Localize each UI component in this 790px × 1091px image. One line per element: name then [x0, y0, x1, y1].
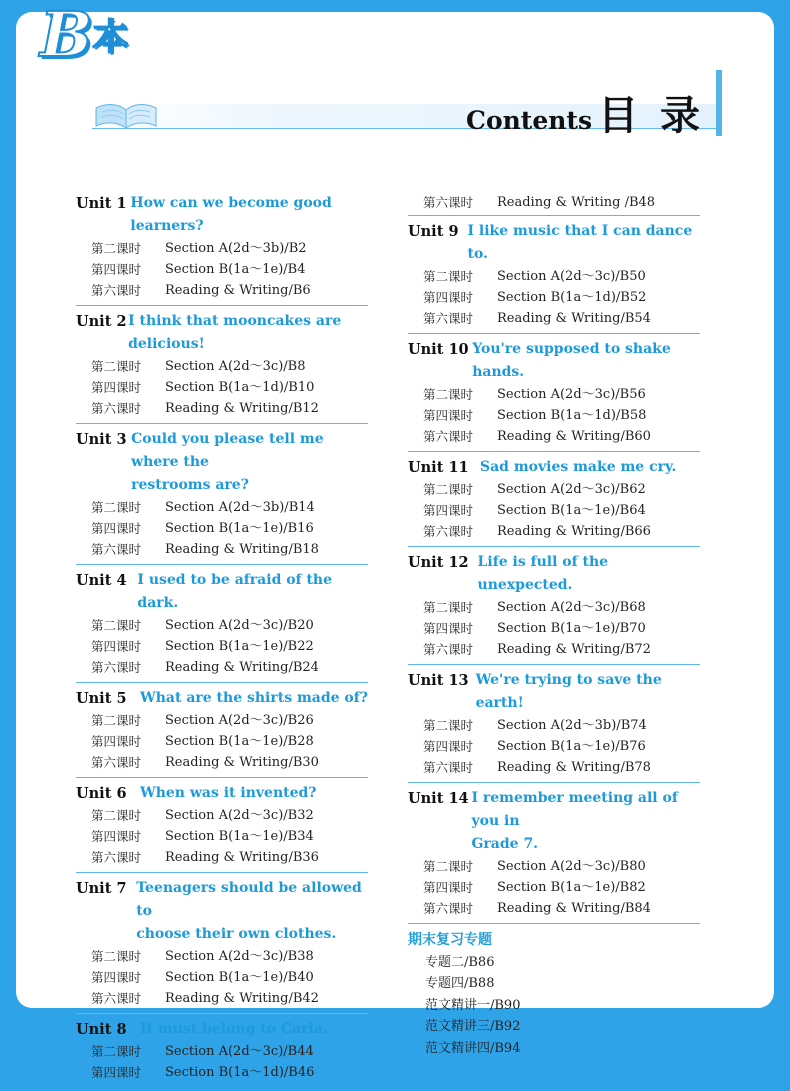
lesson-name: 第四课时: [91, 521, 142, 536]
lesson-row[interactable]: [408, 715, 700, 736]
lesson-section: Section A(2d～3c)/B50: [497, 269, 646, 284]
lesson-section: Section B(1a～1e)/B64: [497, 503, 646, 518]
lesson-name: 第四课时: [423, 408, 474, 423]
lesson-row[interactable]: [408, 898, 700, 919]
unit-heading[interactable]: [76, 428, 368, 497]
lesson-name: 第二课时: [423, 859, 474, 874]
lesson-section: Section A(2d～3c)/B8: [165, 359, 306, 374]
lesson-row[interactable]: [76, 518, 368, 539]
lesson-row[interactable]: [76, 636, 368, 657]
unit-heading[interactable]: [76, 687, 368, 710]
unit-heading[interactable]: [76, 1018, 368, 1041]
lesson-section: Reading & Writing/B24: [165, 660, 319, 675]
lesson-name: 第二课时: [423, 269, 474, 284]
review-item[interactable]: 范文精讲四/B94: [425, 1040, 521, 1056]
lesson-row[interactable]: [408, 479, 700, 500]
unit-title-line: I remember meeting all of you in: [471, 790, 678, 829]
unit-title-line: What are the shirts made of?: [140, 690, 368, 706]
unit-title-line: I like music that I can dance to.: [467, 223, 693, 262]
unit-heading[interactable]: [408, 338, 700, 384]
lesson-row[interactable]: [76, 826, 368, 847]
lesson-name: 第六课时: [91, 542, 142, 557]
unit-number: Unit 8: [76, 1021, 127, 1038]
lesson-row[interactable]: [76, 657, 368, 678]
unit-title: [136, 877, 368, 946]
unit-title-line: I used to be afraid of the dark.: [137, 572, 333, 611]
unit-entry: [76, 1018, 368, 1087]
unit-heading[interactable]: [408, 551, 700, 597]
unit-title: [131, 428, 368, 497]
unit-title: [140, 687, 368, 710]
unit-title: [476, 669, 700, 715]
lesson-row[interactable]: [408, 426, 700, 447]
lesson-section: Reading & Writing/B30: [165, 755, 319, 770]
lesson-section: Section A(2d～3c)/B56: [497, 387, 646, 402]
lesson-section: Section B(1a～1e)/B4: [165, 262, 306, 277]
lesson-row[interactable]: [408, 405, 700, 426]
lesson-name: 第二课时: [423, 482, 474, 497]
lesson-name: 第六课时: [91, 991, 142, 1006]
lesson-row[interactable]: [76, 356, 368, 377]
unit-title: [471, 787, 700, 856]
unit-heading[interactable]: [408, 220, 700, 266]
toc-left-column: [76, 192, 368, 1091]
unit-title-line: Life is full of the unexpected.: [477, 554, 609, 593]
unit-heading[interactable]: [76, 569, 368, 615]
lesson-row[interactable]: [76, 615, 368, 636]
lesson-name: 第二课时: [423, 718, 474, 733]
lesson-section: Reading & Writing/B42: [165, 991, 319, 1006]
lesson-section: Section A(2d～3c)/B38: [165, 949, 314, 964]
lesson-row[interactable]: [76, 967, 368, 988]
badge-letter: B: [40, 0, 91, 71]
unit-number: Unit 14: [408, 790, 469, 807]
unit-title: [140, 1018, 328, 1041]
lesson-row[interactable]: [76, 710, 368, 731]
lesson-row[interactable]: [76, 946, 368, 967]
unit-entry: [408, 456, 700, 547]
review-title: 期末复习专题: [408, 932, 492, 948]
lesson-row[interactable]: [76, 259, 368, 280]
lesson-section: Reading & Writing/B12: [165, 401, 319, 416]
unit-entry: [76, 569, 368, 683]
lesson-row[interactable]: [76, 731, 368, 752]
lesson-name: 第二课时: [423, 387, 474, 402]
lesson-row[interactable]: [408, 736, 700, 757]
unit-number: Unit 6: [76, 785, 127, 802]
unit-entry: [408, 551, 700, 665]
unit-number: Unit 13: [408, 672, 469, 689]
unit-entry: [408, 787, 700, 924]
lesson-name: 第六课时: [423, 429, 474, 444]
lesson-section: Reading & Writing/B54: [497, 311, 651, 326]
toc-page: [16, 12, 774, 1080]
lesson-row[interactable]: [76, 238, 368, 259]
unit-entry: [76, 428, 368, 565]
lesson-name: 第四课时: [423, 880, 474, 895]
unit-title-line: When was it invented?: [140, 785, 317, 801]
unit-title-line: restrooms are?: [131, 477, 249, 493]
open-book-icon: [94, 100, 158, 130]
lesson-name: 第四课时: [91, 970, 142, 985]
unit-heading[interactable]: [76, 782, 368, 805]
lesson-name: 第四课时: [91, 829, 142, 844]
lesson-row[interactable]: [76, 1062, 368, 1083]
lesson-name: 第二课时: [91, 949, 142, 964]
lesson-name: 第六课时: [91, 660, 142, 675]
lesson-section: Section B(1a～1e)/B34: [165, 829, 314, 844]
unit-entry: [76, 687, 368, 778]
lesson-name: 第六课时: [91, 850, 142, 865]
lesson-row[interactable]: [76, 805, 368, 826]
unit-title: [128, 310, 368, 356]
lesson-section: Reading & Writing/B72: [497, 642, 651, 657]
contents-title-en: Contents: [466, 106, 593, 135]
lesson-section: Reading & Writing/B6: [165, 283, 311, 298]
unit-title-line: I think that mooncakes are delicious!: [128, 313, 342, 352]
unit-number: Unit 12: [408, 554, 469, 571]
unit-heading[interactable]: [408, 456, 700, 479]
unit-heading[interactable]: [76, 877, 368, 946]
lesson-name: 第六课时: [91, 283, 142, 298]
lesson-name: 第四课时: [423, 503, 474, 518]
contents-title-cn: 目 录: [598, 93, 704, 139]
lesson-row[interactable]: [408, 521, 700, 542]
lesson-row[interactable]: [76, 752, 368, 773]
lesson-name: 第六课时: [91, 401, 142, 416]
unit-heading[interactable]: [76, 192, 368, 238]
unit-number: Unit 2: [76, 313, 127, 330]
lesson-row[interactable]: [408, 192, 700, 213]
lesson-row[interactable]: [408, 856, 700, 877]
lesson-section: Section A(2d～3c)/B44: [165, 1044, 314, 1059]
unit-title-line: You're supposed to shake hands.: [472, 341, 671, 380]
toc-right-column: [408, 192, 700, 1059]
unit-number: Unit 3: [76, 431, 127, 448]
lesson-name: 第六课时: [423, 901, 474, 916]
lesson-name: 第六课时: [423, 311, 474, 326]
lesson-name: 第六课时: [423, 642, 474, 657]
contents-header: [92, 70, 722, 139]
lesson-row[interactable]: [76, 497, 368, 518]
unit-title: [137, 569, 368, 615]
unit-title: [130, 192, 368, 238]
lesson-section: Section B(1a～1e)/B40: [165, 970, 314, 985]
lesson-name: 第二课时: [91, 359, 142, 374]
lesson-name: 第六课时: [423, 195, 474, 210]
review-item[interactable]: 范文精讲一/B90: [425, 997, 521, 1013]
unit-title: [478, 551, 700, 597]
unit-number: Unit 9: [408, 223, 459, 240]
lesson-row[interactable]: [408, 287, 700, 308]
lesson-row[interactable]: [408, 266, 700, 287]
unit-title-line: Teenagers should be allowed to: [136, 880, 362, 919]
lesson-row[interactable]: [76, 988, 368, 1009]
lesson-section: Section B(1a～1e)/B76: [497, 739, 646, 754]
book-b-badge: [40, 0, 129, 71]
lesson-row[interactable]: [408, 384, 700, 405]
lesson-section: Section A(2d～3c)/B32: [165, 808, 314, 823]
lesson-section: Reading & Writing/B18: [165, 542, 319, 557]
review-item[interactable]: 专题四/B88: [425, 976, 495, 992]
unit-title: [140, 782, 316, 805]
unit-entry: [408, 220, 700, 334]
unit-8-continued: [408, 192, 700, 216]
lesson-row[interactable]: [408, 639, 700, 660]
lesson-name: 第四课时: [423, 621, 474, 636]
unit-title-line: Could you please tell me where the: [131, 431, 324, 470]
lesson-row[interactable]: [408, 757, 700, 778]
lesson-row[interactable]: [76, 280, 368, 301]
lesson-section: Reading & Writing/B78: [497, 760, 651, 775]
unit-title-line: choose their own clothes.: [136, 926, 337, 942]
lesson-name: 第二课时: [423, 600, 474, 615]
unit-title: [468, 220, 701, 266]
unit-number: Unit 4: [76, 572, 127, 589]
lesson-name: 第二课时: [91, 618, 142, 633]
lesson-section: Section B(1a～1d)/B58: [497, 408, 647, 423]
lesson-name: 第四课时: [423, 290, 474, 305]
lesson-name: 第四课时: [91, 262, 142, 277]
lesson-section: Reading & Writing/B36: [165, 850, 319, 865]
review-item[interactable]: 专题二/B86: [425, 955, 495, 970]
lesson-section: Reading & Writing/B66: [497, 524, 651, 539]
lesson-row[interactable]: [408, 500, 700, 521]
lesson-name: 第六课时: [423, 760, 474, 775]
lesson-name: 第二课时: [91, 713, 142, 728]
unit-title-line: Grade 7.: [471, 836, 539, 852]
unit-heading[interactable]: [408, 669, 700, 715]
lesson-name: 第六课时: [423, 524, 474, 539]
lesson-section: Section A(2d～3c)/B20: [165, 618, 314, 633]
lesson-section: Reading & Writing/B60: [497, 429, 651, 444]
lesson-row[interactable]: [408, 597, 700, 618]
unit-title: [472, 338, 700, 384]
lesson-row[interactable]: [408, 618, 700, 639]
badge-char: 本: [92, 17, 129, 58]
lesson-row[interactable]: [76, 539, 368, 560]
lesson-section: Section B(1a～1d)/B10: [165, 380, 315, 395]
lesson-name: 第六课时: [91, 755, 142, 770]
unit-number: Unit 11: [408, 459, 469, 476]
lesson-section: Reading & Writing/B84: [497, 901, 651, 916]
unit-number: Unit 7: [76, 880, 127, 897]
unit-entry: [76, 877, 368, 1014]
unit-number: Unit 10: [408, 341, 469, 358]
lesson-name: 第四课时: [91, 734, 142, 749]
lesson-section: Section A(2d～3b)/B14: [165, 500, 315, 515]
lesson-row[interactable]: [408, 308, 700, 329]
lesson-section: Section B(1a～1e)/B82: [497, 880, 646, 895]
lesson-name: 第四课时: [423, 739, 474, 754]
lesson-row[interactable]: [76, 398, 368, 419]
lesson-row[interactable]: [76, 1041, 368, 1062]
unit-title-line: How can we become good learners?: [130, 195, 332, 234]
lesson-name: 第四课时: [91, 1065, 142, 1080]
review-section: [408, 928, 700, 1059]
unit-number: Unit 1: [76, 195, 127, 212]
unit-entry: [408, 338, 700, 452]
lesson-section: Section A(2d～3c)/B62: [497, 482, 646, 497]
lesson-section: Section A(2d～3c)/B80: [497, 859, 646, 874]
lesson-row[interactable]: [408, 877, 700, 898]
unit-entry: [76, 782, 368, 873]
lesson-row[interactable]: [76, 847, 368, 868]
lesson-section: Section A(2d～3c)/B68: [497, 600, 646, 615]
lesson-section: Section A(2d～3b)/B74: [497, 718, 647, 733]
unit-entry: [76, 192, 368, 306]
unit-heading[interactable]: [408, 787, 700, 856]
lesson-row[interactable]: [76, 377, 368, 398]
unit-title-line: Sad movies make me cry.: [480, 459, 677, 475]
lesson-name: 第二课时: [91, 1044, 142, 1059]
lesson-section: Section B(1a～1d)/B52: [497, 290, 647, 305]
unit-number: Unit 5: [76, 690, 127, 707]
lesson-name: 第二课时: [91, 241, 142, 256]
lesson-section: Section B(1a～1d)/B46: [165, 1065, 315, 1080]
unit-title-line: It must belong to Carla.: [140, 1021, 328, 1037]
lesson-name: 第二课时: [91, 808, 142, 823]
lesson-section: Section B(1a～1e)/B22: [165, 639, 314, 654]
unit-entry: [76, 310, 368, 424]
lesson-section: Section B(1a～1e)/B16: [165, 521, 314, 536]
lesson-section: Section B(1a～1e)/B28: [165, 734, 314, 749]
lesson-section: Section B(1a～1e)/B70: [497, 621, 646, 636]
review-item[interactable]: 范文精讲三/B92: [425, 1019, 521, 1035]
lesson-name: 第四课时: [91, 380, 142, 395]
unit-heading[interactable]: [76, 310, 368, 356]
lesson-name: 第四课时: [91, 639, 142, 654]
lesson-name: 第二课时: [91, 500, 142, 515]
lesson-section: Section A(2d～3c)/B26: [165, 713, 314, 728]
unit-entry: [408, 669, 700, 783]
lesson-section: Reading & Writing /B48: [497, 195, 656, 210]
lesson-section: Section A(2d～3b)/B2: [165, 241, 307, 256]
unit-title: [480, 456, 676, 479]
unit-title-line: We're trying to save the earth!: [475, 672, 662, 711]
